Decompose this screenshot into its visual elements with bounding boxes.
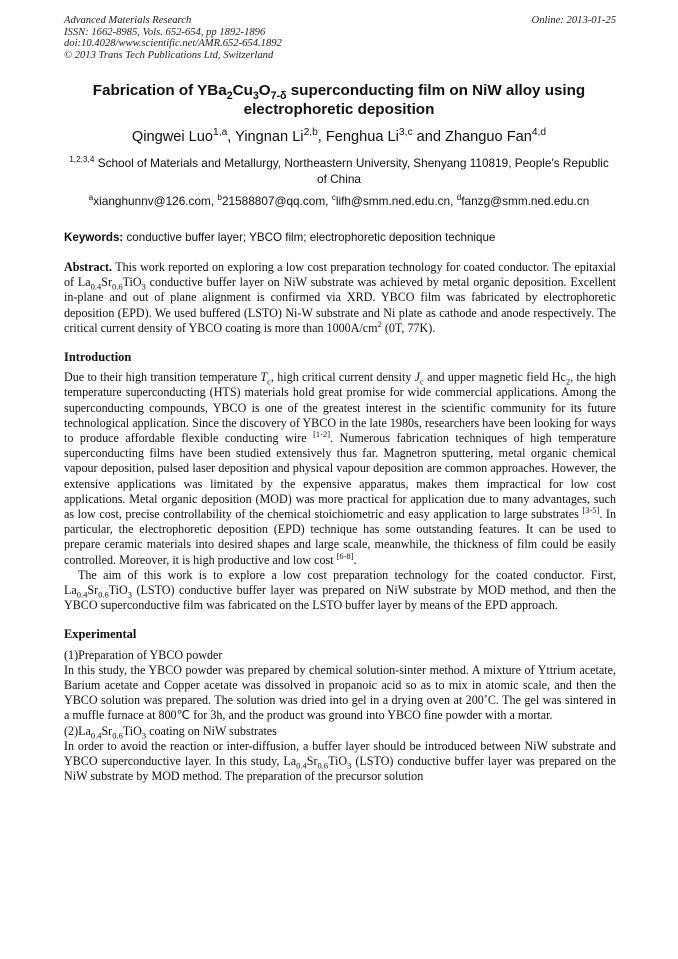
author-name: Yingnan Li xyxy=(235,129,304,145)
citation: [3-5] xyxy=(582,505,600,516)
citation: [1-2] xyxy=(313,429,331,439)
introduction-paragraph: Due to their high transition temperature $T_c$, high critical current density $J_c$ and upper magnetic field $Hc_2$, the high temperature superconducting (HTS) materials hold great promise for wide commercial applications. Among the superconducting compounds, YBCO is one of the greatest interest in the scientific community for its future technological application. Since the discovery of YBCO in the late 1980s, researchers have been looking for ways to produce affordable flexible conducting wire [1-2]. Numerous fabrication techniques of high temperature superconducting films have been studied extensively thus far. Magnetron sputtering, metal organic chemical vapour deposition, pulsed laser deposition and physical vapour deposition are common approaches. However, the extensive applications was limitated by the expensive apparatus, makes them impractical for low cost applications. Metal organic deposition (MOD) was more practical for application due to many advantages, such as low cost, precise controllability of the chemical stoichiometric and easy application to large substrates [3-5]. In particular, the electrophoretic deposition (EPD) technique has some outstanding features. It can be used to prepare ceramic materials into desired shapes and large scale, meanwhile, the thickness of film could be easily controlled. Moreover, it is high productive and low cost [6-8]. xyxy=(64,370,617,567)
email-link[interactable]: fanzg@smm.ned.edu.cn xyxy=(461,194,590,208)
email-link[interactable]: xianghunnv@126.com xyxy=(93,194,211,208)
author-name: Zhanguo Fan xyxy=(445,129,532,145)
introduction-paragraph: The aim of this work is to explore a low cost preparation technology for the coated conductor. First, $La_{0.4}Sr_{0.6}TiO_3$ (LSTO) conductive buffer layer was prepared on NiW substrate by MOD method, and then the YBCO superconductive film was fabricated on the LSTO buffer layer by means of the EPD approach. xyxy=(64,567,616,613)
affiliation: $^{1,2,3,4}$ School of Materials and Metallurgy, Northeastern University, Shenyang 110819, People's Republic of China xyxy=(69,155,609,186)
abstract-label: Abstract. xyxy=(64,260,113,274)
experimental-paragraph: In order to avoid the reaction or inter-diffusion, a buffer layer should be introduced between NiW substrate and YBCO superconductive layer. In this study, $La_{0.4}Sr_{0.6}TiO_3$ (LSTO) conductive buffer layer was prepared on the NiW substrate by MOD method. The preparation of the precursor solution xyxy=(64,738,616,784)
email-link[interactable]: lifh@smm.ned.edu.cn xyxy=(335,194,451,208)
journal-doi: doi:10.4028/www.scientific.net/AMR.652-654.1892 xyxy=(64,38,282,50)
keywords xyxy=(64,230,616,245)
subsection-heading: $(2)La_{0.4}Sr_{0.6}TiO_3$ coating on NiW substrates xyxy=(64,723,277,741)
abstract-paragraph: Abstract. This work reported on exploring a low cost preparation technology for coated conductor. The epitaxial of $La_{0.4}Sr_{0.6}TiO_3$ conductive buffer layer on NiW substrate was achieved by metal organic deposition. Excellent in-plane and out of plane alignment is confirmed via XRD. YBCO film was fabricated by electrophoretic deposition (EPD). We used buffered (LSTO) Ni-W substrate and Ni plate as cathode and anode respectively. The critical current density of YBCO coating is more than $1000A/cm^2$ (0T, 77K). xyxy=(64,260,616,335)
journal-copyright: © 2013 Trans Tech Publications Ltd, Switzerland xyxy=(64,49,274,61)
author-emails: $^a$xianghunnv@126.com, $^b$21588807@qq.com, $^c$lifh@smm.ned.edu.cn, $^d$fanzg@smm.ned.edu.cn xyxy=(88,193,590,208)
online-date: Online: 2013-01-25 xyxy=(531,15,616,26)
journal-name: Advanced Materials Research xyxy=(64,15,192,26)
author-list: Qingwei Luo$^{1,a}$, Yingnan Li$^{2,b}$, Fenghua Li$^{3,c}$ and Zhanguo Fan$^{4,d}$ xyxy=(131,127,547,145)
section-heading-experimental: Experimental xyxy=(64,627,137,642)
paper-title: Fabrication of $YBa_2Cu_3O_{7-\delta}$ superconducting film on NiW alloy using electrophoretic deposition xyxy=(92,82,586,118)
author-name: Qingwei Luo xyxy=(131,129,214,145)
citation: [6-8] xyxy=(336,550,354,561)
experimental-paragraph: In this study, the YBCO powder was prepared by chemical solution-sinter method. A mixture of Yttrium acetate, Barium acetate and Copper acetate was dissolved in propanoic acid so as to mix in atomic scale, and then the YBCO solution was prepared. The solution was dried into gel in a drying oven at 200˚C. The gel was sintered in a muffle furnace at 800℃ for 3h, and the product was ground into YBCO fine powder with a mortar. xyxy=(64,662,616,723)
journal-issn: ISSN: 1662-8985, Vols. 652-654, pp 1892-1896 xyxy=(64,26,266,38)
author-name: Fenghua Li xyxy=(325,129,399,145)
email-link[interactable]: 21588807@qq.com xyxy=(222,194,326,208)
keywords-text: conductive buffer layer; YBCO film; electrophoretic deposition technique xyxy=(123,231,496,244)
paper-body xyxy=(64,260,616,785)
keywords-label: Keywords: xyxy=(64,231,124,244)
subsection-heading: (1)Preparation of YBCO powder xyxy=(64,647,223,662)
section-heading-introduction: Introduction xyxy=(64,350,132,365)
journal-header xyxy=(64,15,616,61)
